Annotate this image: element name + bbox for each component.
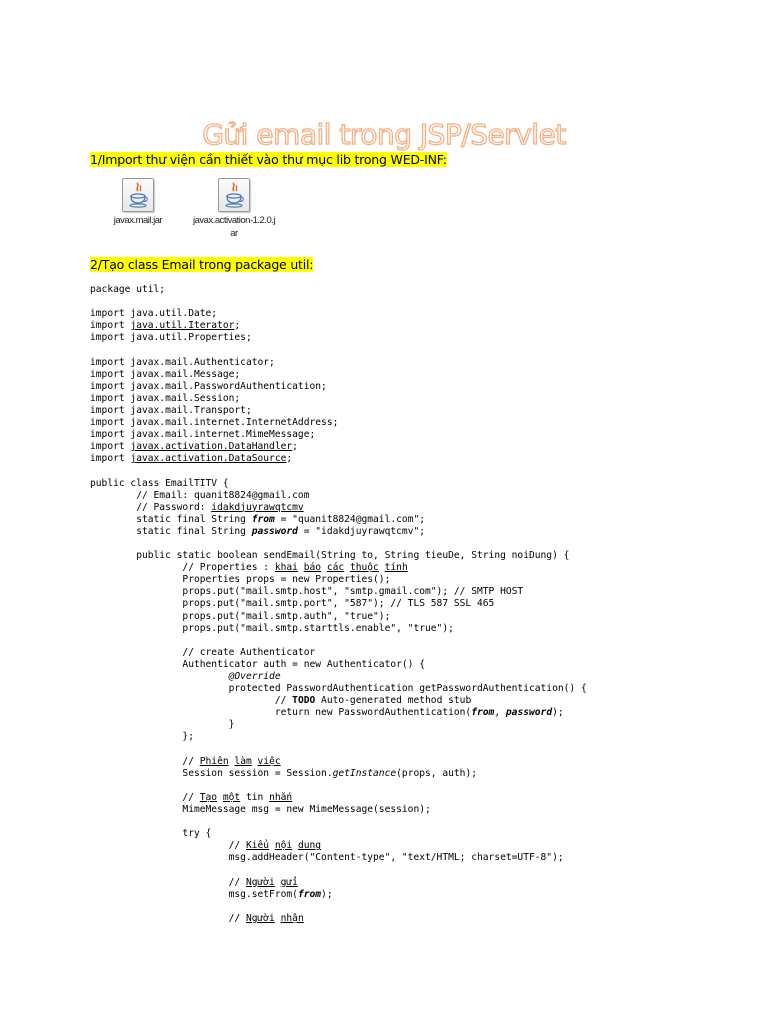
code-token: import javax.mail.Transport; <box>90 404 252 416</box>
code-token: import javax.mail.PasswordAuthentication; <box>90 380 327 392</box>
code-line <box>90 526 587 538</box>
code-line <box>90 683 587 695</box>
code-token: static final String <box>90 525 252 537</box>
code-token: // Email: quanit8824@gmail.com <box>90 489 310 501</box>
attached-files <box>100 178 320 240</box>
code-token: from <box>471 707 495 719</box>
code-token: = "quanit8824@gmail.com"; <box>274 513 426 525</box>
code-token: public class EmailTITV { <box>90 477 229 489</box>
code-token: tính <box>384 562 408 574</box>
code-line <box>90 478 587 490</box>
code-token: báo <box>303 562 322 574</box>
file-name: javax.activation-1.2.0.j <box>193 215 275 226</box>
code-token: props.put("mail.smtp.port", "587"); // TLS 587 SSL 465 <box>90 598 495 610</box>
code-line <box>90 792 587 804</box>
code-token: tin <box>240 791 270 803</box>
code-line <box>90 369 587 381</box>
code-line <box>90 840 587 852</box>
java-jar-icon <box>218 178 250 212</box>
code-token: return new PasswordAuthentication( <box>90 707 472 719</box>
code-token: // create Authenticator <box>90 646 316 658</box>
code-token: from <box>297 888 322 900</box>
heading-create-class-text: 2/Tạo class Email trong package util: <box>90 257 314 272</box>
code-line <box>90 598 587 610</box>
code-line <box>90 574 587 586</box>
code-token: ; <box>286 453 293 465</box>
code-line <box>90 429 587 441</box>
code-line <box>90 901 587 913</box>
code-token: // <box>90 791 200 803</box>
code-line <box>90 308 587 320</box>
code-token: try { <box>90 828 212 840</box>
code-token: = "idakdjuyrawqtcmv"; <box>297 525 426 537</box>
code-token: làm <box>234 755 252 767</box>
code-line <box>90 514 587 526</box>
code-line <box>90 562 587 574</box>
code-token: Phiên <box>199 755 229 767</box>
code-line <box>90 695 587 707</box>
code-token: nhận <box>280 912 304 924</box>
code-token: import <box>90 320 131 332</box>
code-token: Người <box>245 912 275 924</box>
code-line <box>90 635 587 647</box>
code-token: package util; <box>90 284 166 295</box>
code-token: static final String <box>90 513 252 525</box>
code-token: protected PasswordAuthentication getPasswordAuthentication() { <box>90 683 587 695</box>
code-token: import javax.mail.Message; <box>90 368 241 380</box>
code-listing <box>90 284 587 925</box>
code-line <box>90 465 587 477</box>
code-token: password <box>505 707 553 719</box>
code-token: // Properties : <box>90 562 275 574</box>
code-token: import javax.mail.internet.MimeMessage; <box>90 429 316 441</box>
code-token: password <box>251 525 298 537</box>
code-token: , <box>494 707 506 719</box>
code-line <box>90 284 587 296</box>
code-token: việc <box>257 755 281 767</box>
code-line <box>90 453 587 465</box>
code-token: // <box>90 840 246 852</box>
code-line <box>90 768 587 780</box>
code-token: // <box>90 876 246 888</box>
code-token: gửi <box>280 876 298 888</box>
code-token: // <box>90 695 293 707</box>
code-line <box>90 707 587 719</box>
heading-create-class <box>90 256 313 274</box>
code-line <box>90 441 587 453</box>
code-line <box>90 719 587 731</box>
code-token: javax.activation.DataSource <box>130 453 287 465</box>
code-token: from <box>251 513 275 525</box>
heading-import-libraries-text: 1/Import thư viện cần thiết vào thư mục lib trong WED-INF: <box>90 152 447 167</box>
code-token: các <box>326 562 345 574</box>
code-token: props.put("mail.smtp.host", "smtp.gmail.com"); // SMTP HOST <box>90 586 524 598</box>
code-token: (props, auth); <box>396 767 478 779</box>
code-line <box>90 332 587 344</box>
code-token: // Password: <box>90 501 212 513</box>
code-token: MimeMessage msg = new MimeMessage(session); <box>90 804 431 816</box>
code-token: }; <box>90 731 194 743</box>
code-line <box>90 344 587 356</box>
code-line <box>90 405 587 417</box>
code-token: Tạo <box>199 791 218 803</box>
code-token: khai <box>274 562 298 574</box>
code-line <box>90 744 587 756</box>
code-line <box>90 502 587 514</box>
code-token: nhắn <box>269 791 293 803</box>
code-line <box>90 393 587 405</box>
code-token: Authenticator auth = new Authenticator() { <box>90 658 426 670</box>
code-token: Session session = Session. <box>90 767 333 779</box>
code-token: import java.util.Properties; <box>90 332 252 344</box>
code-token <box>90 671 229 682</box>
file-name-continued: ar <box>230 228 238 239</box>
file-javax-mail-jar[interactable] <box>100 178 176 227</box>
document-title: Gửi email trong JSP/Servlet <box>202 117 566 151</box>
code-token: Người <box>245 876 275 888</box>
code-token: ); <box>552 707 564 719</box>
code-line <box>90 877 587 889</box>
code-token: import javax.mail.internet.InternetAddress; <box>90 417 339 429</box>
code-line <box>90 490 587 502</box>
code-token: props.put("mail.smtp.auth", "true"); <box>90 610 391 622</box>
code-token: ; <box>292 441 298 453</box>
code-line <box>90 296 587 308</box>
code-line <box>90 611 587 623</box>
code-line <box>90 357 587 369</box>
code-line <box>90 780 587 792</box>
code-line <box>90 623 587 635</box>
code-line <box>90 550 587 562</box>
code-token: idakdjuyrawqtcmv <box>211 501 304 513</box>
code-token: dung <box>297 840 322 852</box>
code-token: TODO <box>292 695 316 707</box>
code-line <box>90 381 587 393</box>
file-javax-activation-jar[interactable] <box>184 178 284 240</box>
code-token: } <box>90 719 235 731</box>
code-token: import java.util.Date; <box>90 308 218 320</box>
code-line <box>90 538 587 550</box>
code-token: một <box>222 791 241 803</box>
code-line <box>90 816 587 828</box>
code-token: props.put("mail.smtp.starttls.enable", "true"); <box>90 622 454 634</box>
file-name: javax.mail.jar <box>113 215 163 226</box>
code-line <box>90 671 587 683</box>
code-token: nội <box>274 840 293 852</box>
code-token: @Override <box>228 671 281 682</box>
code-line <box>90 320 587 332</box>
code-line <box>90 828 587 840</box>
code-line <box>90 756 587 768</box>
code-token: import <box>90 441 131 453</box>
code-line <box>90 852 587 864</box>
code-line <box>90 647 587 659</box>
code-token: ); <box>321 888 333 900</box>
code-line <box>90 659 587 671</box>
code-token: Kiểu <box>245 840 270 852</box>
code-line <box>90 586 587 598</box>
code-line <box>90 731 587 743</box>
code-token: public static boolean sendEmail(String to, String tieuDe, String noiDung) { <box>90 550 570 562</box>
code-token: import javax.mail.Authenticator; <box>90 356 275 368</box>
java-jar-icon <box>122 178 154 212</box>
code-token: import javax.mail.Session; <box>90 392 241 404</box>
code-token: msg.setFrom( <box>90 888 298 900</box>
code-token: import <box>90 453 131 465</box>
code-token: javax.activation.DataHandler <box>130 441 293 453</box>
heading-import-libraries <box>90 151 447 169</box>
code-token: thuộc <box>349 562 379 574</box>
code-token: msg.addHeader("Content-type", "text/HTML; charset=UTF-8"); <box>90 852 564 864</box>
code-line <box>90 804 587 816</box>
code-token: java.util.Iterator <box>130 320 235 332</box>
code-token: // <box>90 755 200 767</box>
code-line <box>90 417 587 429</box>
code-token: Auto-generated method stub <box>315 695 472 707</box>
code-line <box>90 889 587 901</box>
code-token: getInstance <box>332 767 397 779</box>
code-token: ; <box>234 320 241 332</box>
code-token: // <box>90 912 246 924</box>
code-line <box>90 913 587 925</box>
code-line <box>90 865 587 877</box>
code-token: Properties props = new Properties(); <box>90 574 391 586</box>
